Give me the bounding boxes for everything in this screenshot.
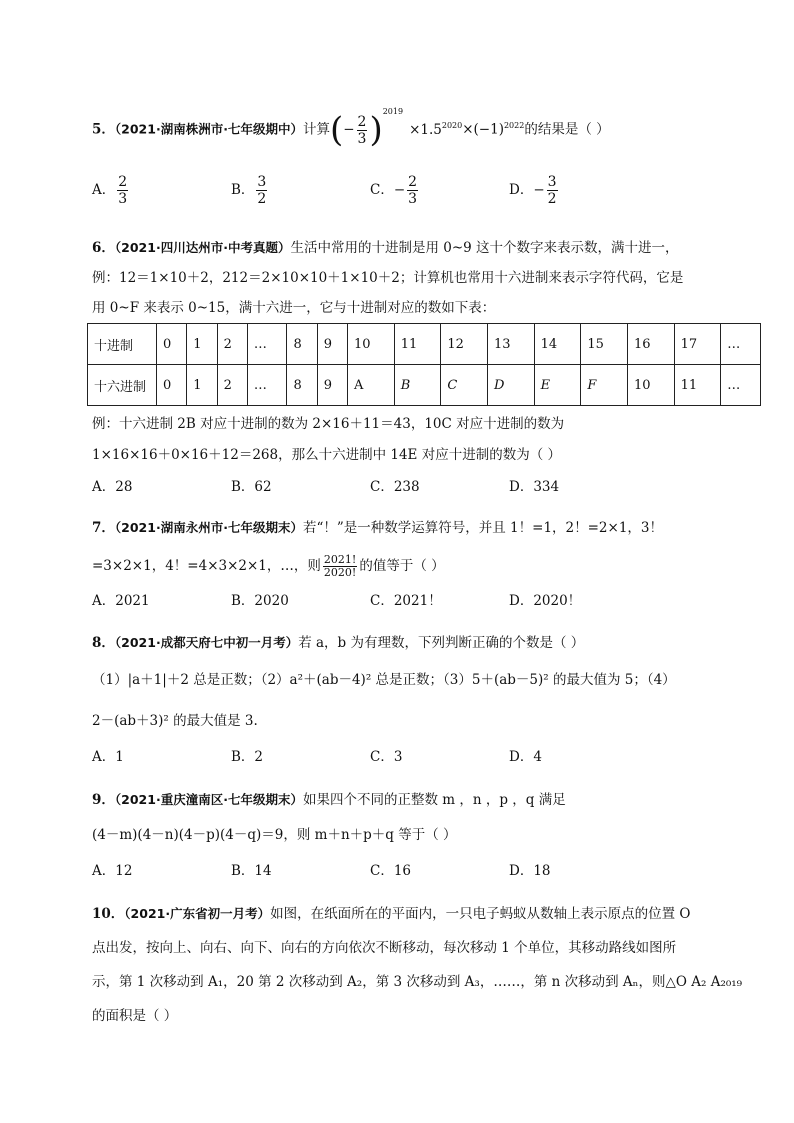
q5-frac-num: 2 xyxy=(357,113,367,130)
q6-option-b[interactable]: B．62 xyxy=(231,479,272,495)
option-label: B． xyxy=(231,182,255,198)
table-cell: 8 xyxy=(287,324,317,365)
q9-option-b[interactable]: B．14 xyxy=(231,863,272,879)
q7-line1: 7．（2021·湖南永州市·七年级期末）若“！”是一种数学运算符号，并且 1！=1，2！=2×1，3！ xyxy=(92,520,664,536)
q5-exp2: 2020 xyxy=(441,121,463,130)
table-row xyxy=(88,365,761,406)
q10-line1: 10．（2021·广东省初一月考）如图，在纸面所在的平面内，一只电子蚂蚁从数轴上表示原点的位置 O xyxy=(92,906,691,922)
q6-line4: 例：十六进制 2B 对应十进制的数为 2×16＋11＝43，10C 对应十进制的数为 xyxy=(92,416,565,432)
q8-option-c[interactable]: C．3 xyxy=(370,749,403,765)
q8-line3: 2－(ab＋3)² 的最大值是 3. xyxy=(92,713,258,729)
table-cell: 8 xyxy=(287,365,317,406)
q6-option-d[interactable]: D．334 xyxy=(509,479,560,495)
q6-line3: 用 0~F 来表示 0~15，满十六进一，它与十进制对应的数如下表： xyxy=(92,300,496,316)
q8-option-b[interactable]: B．2 xyxy=(231,749,264,765)
table-row-label: 十六进制 xyxy=(88,365,157,406)
q5-minus: − xyxy=(343,121,355,138)
table-cell: 12 xyxy=(441,324,488,365)
q9-option-c[interactable]: C．16 xyxy=(370,863,412,879)
q5-number: 5． xyxy=(92,121,115,138)
q6-number: 6． xyxy=(92,240,115,256)
q8-option-a[interactable]: A．1 xyxy=(92,749,124,765)
q7-option-a[interactable]: A．2021 xyxy=(92,593,150,609)
table-cell: A xyxy=(348,365,395,406)
table-cell: 0 xyxy=(157,365,187,406)
q5-exp3: 2022 xyxy=(503,121,525,130)
q8-line2: （1）|a＋1|＋2 总是正数；（2）a²＋(ab－4)² 总是正数；（3）5＋(ab－5)² 的最大值为 5；（4） xyxy=(92,672,676,688)
option-fraction: $\frac{2}{3}$ xyxy=(118,174,128,207)
q6-source: （2021·四川达州市·中考真题） xyxy=(114,240,291,255)
q5-mid2: ×(−1) xyxy=(462,121,504,138)
q7-line2: =3×2×1，4！=4×3×2×1，…，则 $\frac{2021!}{2020!}$ 的值等于（ ） xyxy=(92,553,445,579)
table-cell: 11 xyxy=(674,365,721,406)
table-cell: 2 xyxy=(217,324,247,365)
table-cell: … xyxy=(247,365,287,406)
table-cell: 14 xyxy=(534,324,581,365)
table-cell: … xyxy=(721,324,761,365)
table-cell: 9 xyxy=(317,365,347,406)
q5-stem xyxy=(92,107,610,150)
q6-option-c[interactable]: C．238 xyxy=(370,479,420,495)
q7-source: （2021·湖南永州市·七年级期末） xyxy=(114,520,303,535)
q7-option-b[interactable]: B．2020 xyxy=(231,593,289,609)
table-cell: B xyxy=(394,365,441,406)
q7-option-c[interactable]: C．2021！ xyxy=(370,593,442,609)
q9-line1: 9．（2021·重庆潼南区·七年级期末）如果四个不同的正整数 m ，n ，p ，q 满足 xyxy=(92,792,566,808)
q8-option-d[interactable]: D．4 xyxy=(509,749,542,765)
conversion-table xyxy=(87,323,761,406)
q5-option-c[interactable]: C．− $\frac{2}{3}$ xyxy=(370,174,418,207)
table-cell: F xyxy=(581,365,628,406)
table-cell: 15 xyxy=(581,324,628,365)
q5-option-a[interactable] xyxy=(92,174,130,207)
q8-line1: 8．（2021·成都天府七中初一月考）若 a，b 为有理数，下列判断正确的个数是（ ） xyxy=(92,635,585,651)
q10-line2: 点出发，按向上、向右、向下、向右的方向依次不断移动，每次移动 1 个单位，其移动路线如图所 xyxy=(92,940,677,956)
table-row xyxy=(88,324,761,365)
q5-exp1: 2019 xyxy=(382,107,404,116)
q5-frac-den: 3 xyxy=(357,130,367,147)
table-row-label: 十进制 xyxy=(88,324,157,365)
q7-fraction: $\frac{2021!}{2020!}$ xyxy=(323,553,357,579)
q7-number: 7． xyxy=(92,520,115,536)
q5-fraction xyxy=(357,114,368,147)
table-cell: 9 xyxy=(317,324,347,365)
q5-option-b[interactable] xyxy=(231,174,269,207)
table-cell: 17 xyxy=(674,324,721,365)
q10-number: 10． xyxy=(92,906,125,922)
table-cell: … xyxy=(721,365,761,406)
table-cell: 1 xyxy=(187,324,217,365)
table-cell: D xyxy=(488,365,535,406)
q5-right-paren: ) xyxy=(369,110,383,150)
option-label: A． xyxy=(92,182,116,198)
table-cell: 16 xyxy=(627,324,674,365)
table-cell: 1 xyxy=(187,365,217,406)
option-fraction: $\frac{2}{3}$ xyxy=(408,174,418,207)
table-cell: 0 xyxy=(157,324,187,365)
option-fraction: $\frac{3}{2}$ xyxy=(547,174,557,207)
q8-source: （2021·成都天府七中初一月考） xyxy=(114,635,299,650)
q5-suffix: 的结果是（ ） xyxy=(524,121,610,138)
q5-prefix: 计算 xyxy=(302,121,330,138)
option-label: C． xyxy=(370,182,394,198)
q5-mid: ×1.5 xyxy=(409,121,442,138)
table-cell: 10 xyxy=(627,365,674,406)
table-cell: … xyxy=(247,324,287,365)
option-fraction: $\frac{3}{2}$ xyxy=(257,174,267,207)
q10-line3: 示，第 1 次移动到 A₁，20 第 2 次移动到 A₂，第 3 次移动到 A₃，……，第 n 次移动到 Aₙ，则△O A₂ A₂₀₁₉ xyxy=(92,974,743,990)
table-cell: 13 xyxy=(488,324,535,365)
q5-option-d[interactable]: D．− $\frac{3}{2}$ xyxy=(509,174,557,207)
q7-option-d[interactable]: D．2020！ xyxy=(509,593,582,609)
q8-number: 8． xyxy=(92,635,115,651)
q10-source: （2021·广东省初一月考） xyxy=(124,906,271,921)
q6-line5: 1×16×16＋0×16＋12＝268，那么十六进制中 14E 对应十进制的数为（ ） xyxy=(92,447,561,463)
q9-source: （2021·重庆潼南区·七年级期末） xyxy=(114,792,303,807)
table-cell: 10 xyxy=(348,324,395,365)
q9-option-a[interactable]: A．12 xyxy=(92,863,133,879)
table-cell: E xyxy=(534,365,581,406)
q9-option-d[interactable]: D．18 xyxy=(509,863,551,879)
q5-source: （2021·湖南株洲市·七年级期中） xyxy=(114,121,303,137)
q5-left-paren: ( xyxy=(329,110,344,150)
q6-option-a[interactable]: A．28 xyxy=(92,479,133,495)
q9-number: 9． xyxy=(92,792,115,808)
q6-line2: 例：12＝1×10＋2，212＝2×10×10＋1×10＋2；计算机也常用十六进制来表示字符代码，它是 xyxy=(92,270,684,286)
table-cell: 2 xyxy=(217,365,247,406)
option-label: D． xyxy=(509,182,534,198)
q9-line2: (4－m)(4－n)(4－p)(4－q)＝9，则 m＋n＋p＋q 等于（ ） xyxy=(92,827,457,843)
q10-line4: 的面积是（ ） xyxy=(92,1008,178,1024)
table-cell: C xyxy=(441,365,488,406)
q6-line1: 6．（2021·四川达州市·中考真题）生活中常用的十进制是用 0~9 这十个数字来表示数，满十进一， xyxy=(92,240,679,256)
table-cell: 11 xyxy=(394,324,441,365)
